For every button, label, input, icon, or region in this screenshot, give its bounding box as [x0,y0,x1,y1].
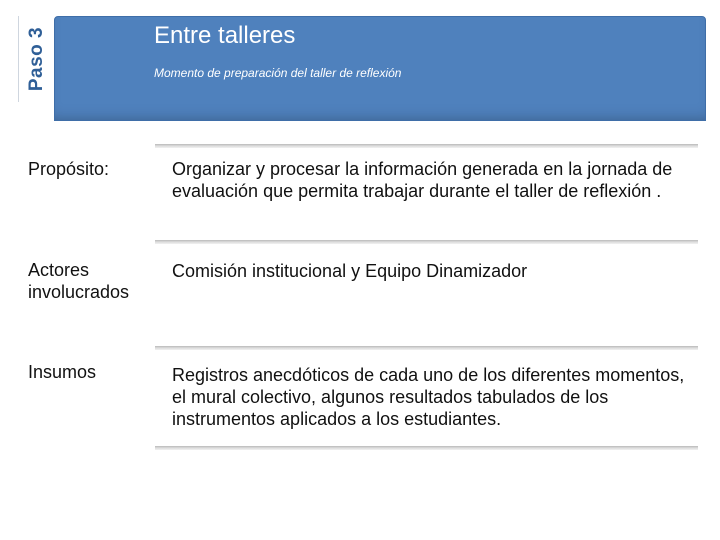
row-label-actores: Actores involucrados [28,260,130,302]
page-subtitle: Momento de preparación del taller de reflexión [154,66,402,80]
row-divider [155,446,698,450]
row-divider [155,144,698,148]
row-divider [155,346,698,350]
step-label: Paso 3 [26,26,47,92]
row-value-actores: Comisión institucional y Equipo Dinamizador [172,261,528,281]
row-label-insumos: Insumos [28,362,97,382]
row-value-proposito: Organizar y procesar la información generada en la jornada de evaluación que permita trabajar durante el taller de reflexión . [172,159,673,201]
row-divider [155,240,698,244]
page-title: Entre talleres [154,22,296,49]
row-label-proposito: Propósito: [28,159,110,179]
row-value-insumos: Registros anecdóticos de cada uno de los diferentes momentos, el mural colectivo, algunos resultados tabulados de los instrumentos aplicados a los estudiantes. [172,365,685,429]
